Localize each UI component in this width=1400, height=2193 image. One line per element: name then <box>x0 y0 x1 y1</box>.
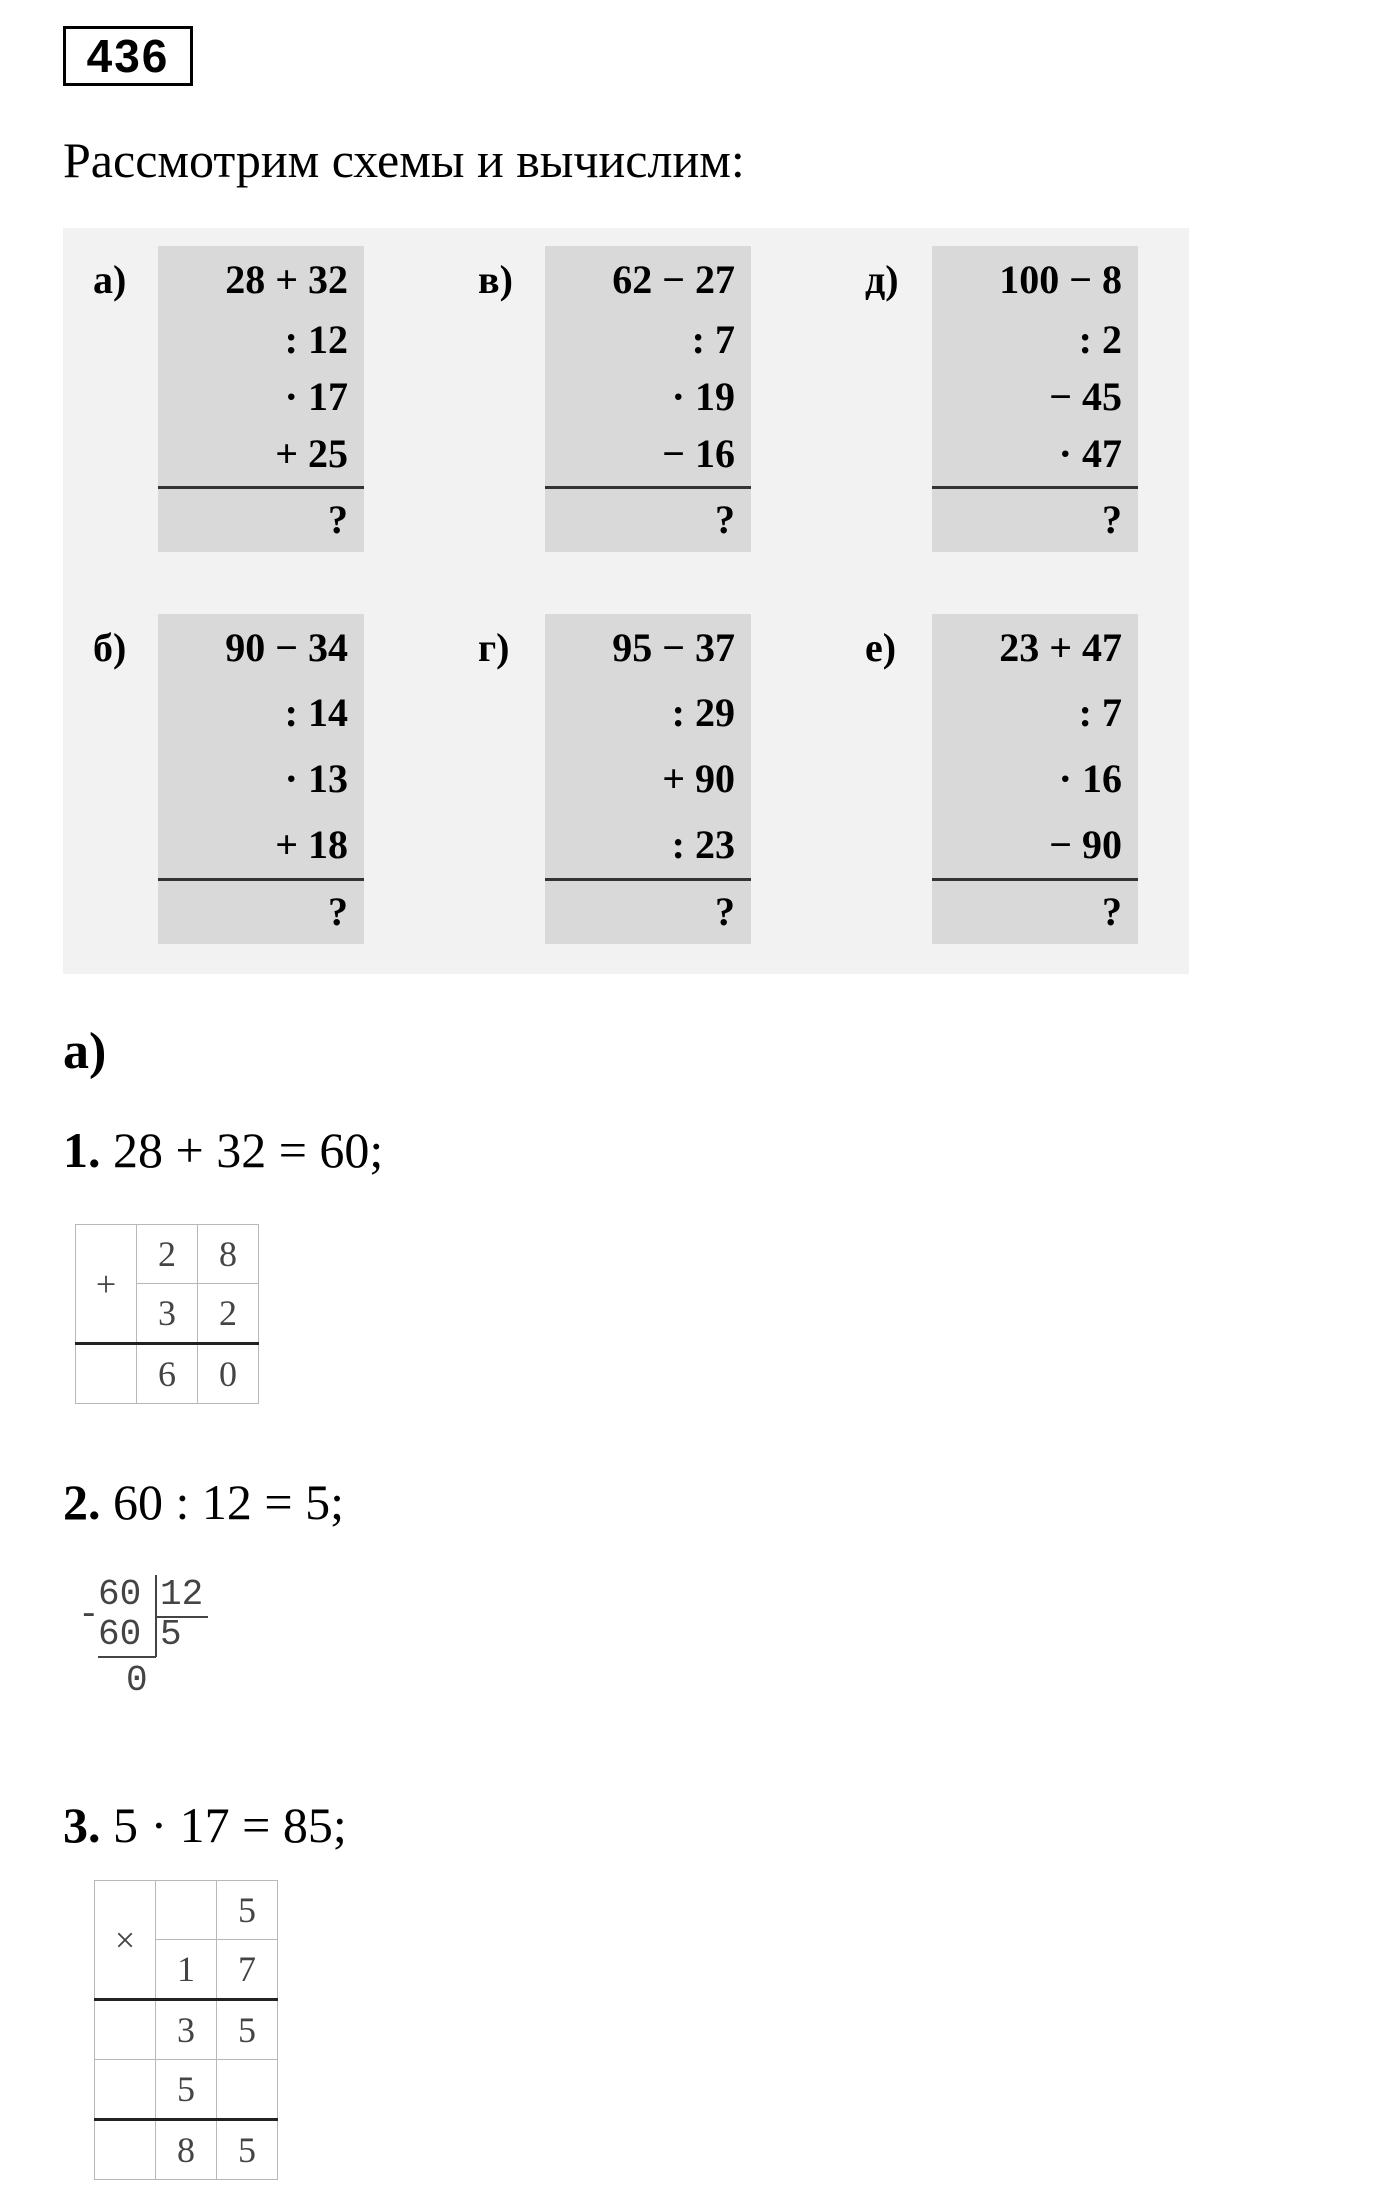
division-dividend: 60 <box>98 1574 142 1615</box>
scheme-column <box>545 614 751 944</box>
scheme-rule <box>932 486 1138 489</box>
scheme-result: ? <box>1102 889 1122 934</box>
scheme-line: 62 − 27 <box>612 257 735 302</box>
long-division <box>78 1575 278 1745</box>
grid-cell: 5 <box>156 2060 217 2120</box>
step-text: 60 : 12 = 5; <box>113 1474 344 1530</box>
grid-cell <box>95 2060 156 2120</box>
grid-cell: 6 <box>137 1344 198 1404</box>
grid-cell <box>156 1881 217 1940</box>
scheme-line: − 90 <box>1049 822 1122 867</box>
grid-cell: 1 <box>156 1940 217 2000</box>
scheme-rule <box>158 878 364 881</box>
grid-cell <box>95 2120 156 2180</box>
addition-grid <box>75 1224 259 1404</box>
scheme-line: − 16 <box>662 431 735 476</box>
scheme-rule <box>545 878 751 881</box>
scheme-line: : 12 <box>284 317 348 362</box>
scheme-line: 28 + 32 <box>225 257 348 302</box>
grid-cell: 0 <box>198 1344 259 1404</box>
scheme-line: : 23 <box>671 822 735 867</box>
grid-cell: 3 <box>137 1284 198 1344</box>
scheme-line: : 7 <box>1078 690 1122 735</box>
scheme-result: ? <box>715 889 735 934</box>
division-bracket <box>78 1575 278 1745</box>
grid-cell: 7 <box>217 1940 278 2000</box>
solution-part-label: а) <box>63 1023 107 1080</box>
scheme-label: д) <box>865 257 899 302</box>
intro-text: Рассмотрим схемы и вычислим: <box>63 132 745 188</box>
grid-cell: 2 <box>137 1225 198 1284</box>
step-number: 1. <box>63 1122 101 1178</box>
scheme-line: − 45 <box>1049 374 1122 419</box>
grid-cell <box>217 2060 278 2120</box>
scheme-rule <box>545 486 751 489</box>
scheme-column <box>158 614 364 944</box>
step-text: 5 · 17 = 85; <box>113 1797 347 1853</box>
scheme-line: + 18 <box>275 822 348 867</box>
multiply-sign: × <box>95 1881 156 2000</box>
schemes-figure <box>63 228 1189 974</box>
scheme-column <box>932 246 1138 552</box>
grid-cell: 5 <box>217 1881 278 1940</box>
step-number: 2. <box>63 1474 101 1530</box>
grid-cell: 5 <box>217 2000 278 2060</box>
scheme-column <box>932 614 1138 944</box>
multiplication-grid <box>94 1880 278 2180</box>
scheme-result: ? <box>328 889 348 934</box>
scheme-line: : 7 <box>691 317 735 362</box>
step-number: 3. <box>63 1797 101 1853</box>
scheme-label: г) <box>478 625 510 670</box>
scheme-result: ? <box>1102 497 1122 542</box>
grid-cell <box>76 1344 137 1404</box>
scheme-label: е) <box>865 625 897 670</box>
division-remainder: 0 <box>126 1660 148 1701</box>
division-subtrahend: 60 <box>98 1614 142 1655</box>
scheme-line: 23 + 47 <box>999 625 1122 670</box>
scheme-rule <box>932 878 1138 881</box>
scheme-line: · 16 <box>1058 756 1122 801</box>
scheme-line: · 13 <box>284 756 348 801</box>
division-divisor: 12 <box>160 1574 204 1615</box>
grid-cell <box>95 2000 156 2060</box>
scheme-line: · 47 <box>1058 431 1122 476</box>
division-minus-sign: - <box>78 1594 100 1635</box>
grid-cell: 2 <box>198 1284 259 1344</box>
scheme-line: : 2 <box>1078 317 1122 362</box>
scheme-line: 100 − 8 <box>999 257 1122 302</box>
problem-number: 436 <box>63 26 193 86</box>
scheme-line: 90 − 34 <box>225 625 348 670</box>
scheme-label: в) <box>478 257 513 302</box>
scheme-result: ? <box>328 497 348 542</box>
step-text: 28 + 32 = 60; <box>113 1122 384 1178</box>
scheme-label: а) <box>93 257 127 302</box>
division-quotient: 5 <box>160 1614 182 1655</box>
scheme-line: + 90 <box>662 756 735 801</box>
scheme-line: · 19 <box>671 374 735 419</box>
scheme-rule <box>158 486 364 489</box>
grid-cell: 5 <box>217 2120 278 2180</box>
scheme-label: б) <box>93 625 127 670</box>
solution-step-2 <box>63 1472 344 1532</box>
scheme-result: ? <box>715 497 735 542</box>
grid-cell: 8 <box>198 1225 259 1284</box>
scheme-column <box>545 246 751 552</box>
scheme-column <box>158 246 364 552</box>
grid-cell: 8 <box>156 2120 217 2180</box>
scheme-line: : 29 <box>671 690 735 735</box>
scheme-line: 95 − 37 <box>612 625 735 670</box>
scheme-line: + 25 <box>275 431 348 476</box>
plus-sign: + <box>76 1225 137 1344</box>
scheme-line: : 14 <box>284 690 348 735</box>
solution-step-3 <box>63 1795 347 1855</box>
grid-cell: 3 <box>156 2000 217 2060</box>
scheme-line: · 17 <box>284 374 348 419</box>
solution-step-1 <box>63 1120 383 1180</box>
